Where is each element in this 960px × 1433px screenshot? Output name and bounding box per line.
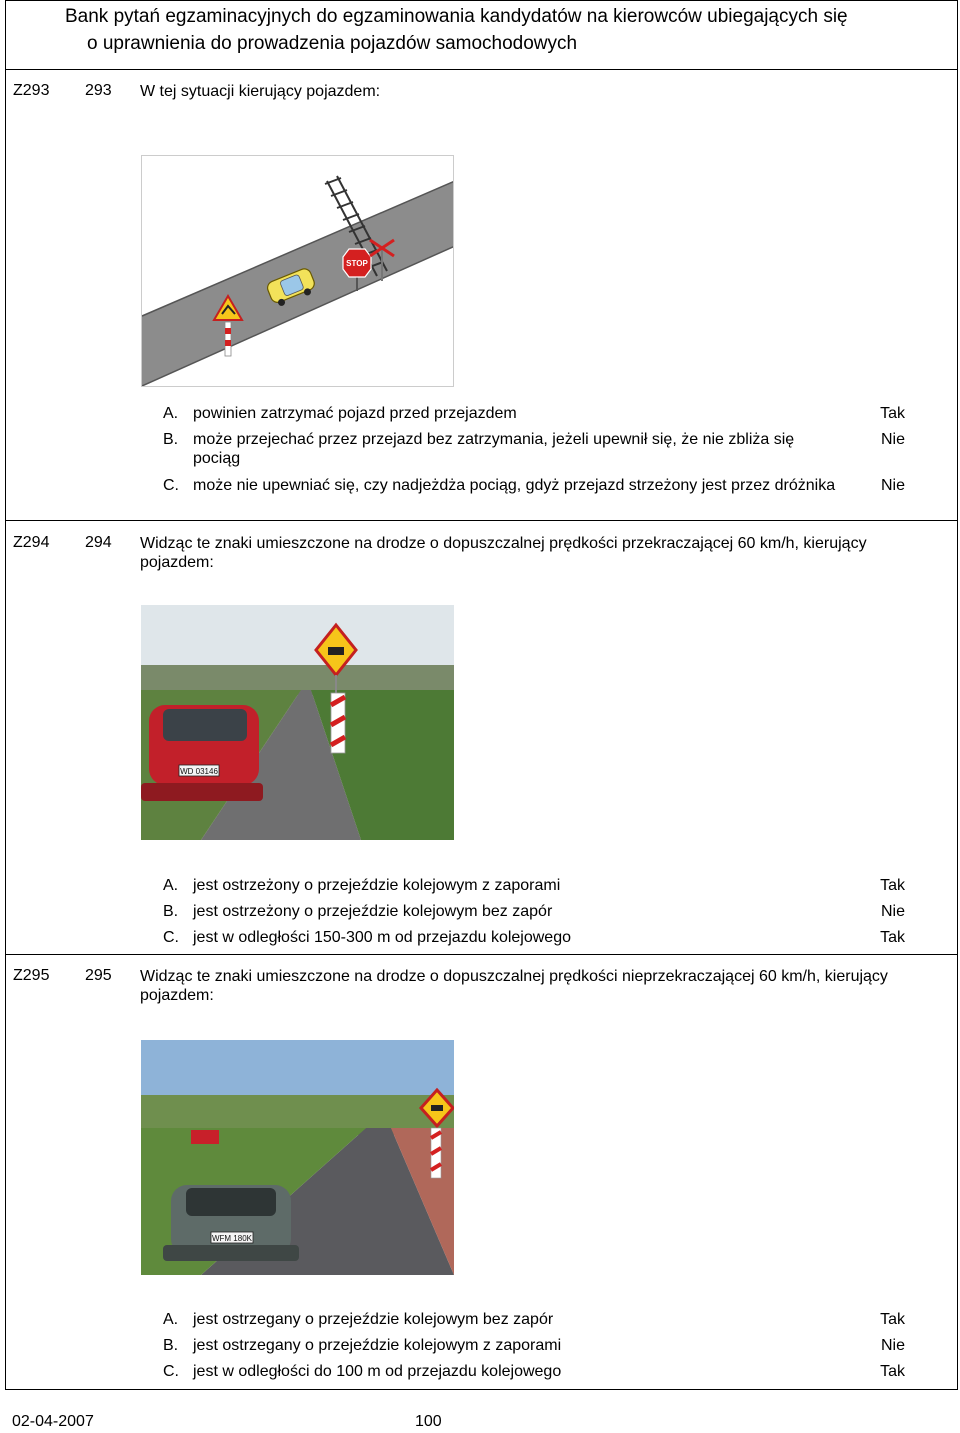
footer-date: 02-04-2007 — [12, 1413, 94, 1430]
question-293-illustration — [141, 155, 454, 387]
answer-text: jest ostrzegany o przejeździe kolejowym z zaporami — [193, 1337, 562, 1354]
answer-text: jest w odległości do 100 m od przejazdu kolejowego — [193, 1363, 562, 1380]
answer-value: Nie — [880, 431, 905, 448]
answer-value: Tak — [880, 405, 905, 422]
question-number: 294 — [85, 534, 112, 551]
answer-text: jest ostrzeżony o przejeździe kolejowym z zaporami — [193, 877, 561, 894]
question-295-photo — [141, 1040, 454, 1275]
answer-text: jest ostrzegany o przejeździe kolejowym bez zapór — [193, 1311, 554, 1328]
answer-text: powinien zatrzymać pojazd przed przejazdem — [193, 405, 517, 422]
footer-page-number: 100 — [415, 1413, 442, 1430]
road-photo-gray-car — [141, 1040, 454, 1275]
question-text: Widząc te znaki umieszczone na drodze o dopuszczalnej prędkości przekraczającej 60 km/h, kierujący pojazdem: — [140, 535, 867, 571]
answer-letter: B. — [163, 903, 179, 920]
gray-car — [163, 1185, 299, 1261]
answer-letter: A. — [163, 405, 179, 422]
answer-letter: B. — [163, 431, 179, 448]
answer-letter: C. — [163, 477, 179, 494]
question-text: Widząc te znaki umieszczone na drodze o dopuszczalnej prędkości nieprzekraczającej 60 km/h, kierujący pojazdem: — [140, 968, 888, 1004]
page-header — [5, 0, 958, 70]
question-text: W tej sytuacji kierujący pojazdem: — [140, 83, 381, 100]
answer-letter: C. — [163, 1363, 179, 1380]
answer-value: Tak — [880, 1311, 905, 1328]
answer-value: Tak — [880, 877, 905, 894]
question-id: Z293 — [13, 82, 50, 99]
question-id: Z295 — [13, 967, 50, 984]
billboard — [191, 1130, 219, 1144]
answer-value: Nie — [880, 903, 905, 920]
question-number: 295 — [85, 967, 112, 984]
question-separator — [5, 954, 958, 955]
answer-value: Nie — [880, 477, 905, 494]
svg-text:WFM 180K: WFM 180K — [211, 1234, 253, 1243]
distance-post-icon — [431, 1128, 441, 1178]
answer-value: Tak — [880, 929, 905, 946]
answer-letter: A. — [163, 1311, 179, 1328]
question-number: 293 — [85, 82, 112, 99]
question-separator — [5, 520, 958, 521]
answer-letter: C. — [163, 929, 179, 946]
question-id: Z294 — [13, 534, 50, 551]
answer-text: jest ostrzeżony o przejeździe kolejowym bez zapór — [193, 903, 553, 920]
answer-text: może nie upewniać się, czy nadjeżdża pociąg, gdyż przejazd strzeżony jest przez dróżnika — [193, 477, 836, 494]
svg-text:STOP: STOP — [346, 259, 368, 268]
svg-text:WD 03146: WD 03146 — [180, 767, 218, 776]
header-title-line2: o uprawnienia do prowadzenia pojazdów samochodowych — [87, 33, 578, 54]
answer-letter: B. — [163, 1337, 179, 1354]
answer-value: Tak — [880, 1363, 905, 1380]
header-title-line1: Bank pytań egzaminacyjnych do egzaminowania kandydatów na kierowców ubiegających się — [65, 6, 848, 27]
answer-text: może przejechać przez przejazd bez zatrzymania, jeżeli upewnił się, że nie zbliża się pociąg — [193, 431, 795, 467]
red-car — [141, 705, 263, 801]
answer-letter: A. — [163, 877, 179, 894]
railway-crossing-diagram — [142, 156, 454, 387]
answer-value: Nie — [880, 1337, 905, 1354]
answer-text: jest w odległości 150-300 m od przejazdu kolejowego — [193, 929, 571, 946]
road-photo-red-car — [141, 605, 454, 840]
question-294-photo — [141, 605, 454, 840]
distance-post-icon — [331, 693, 345, 753]
